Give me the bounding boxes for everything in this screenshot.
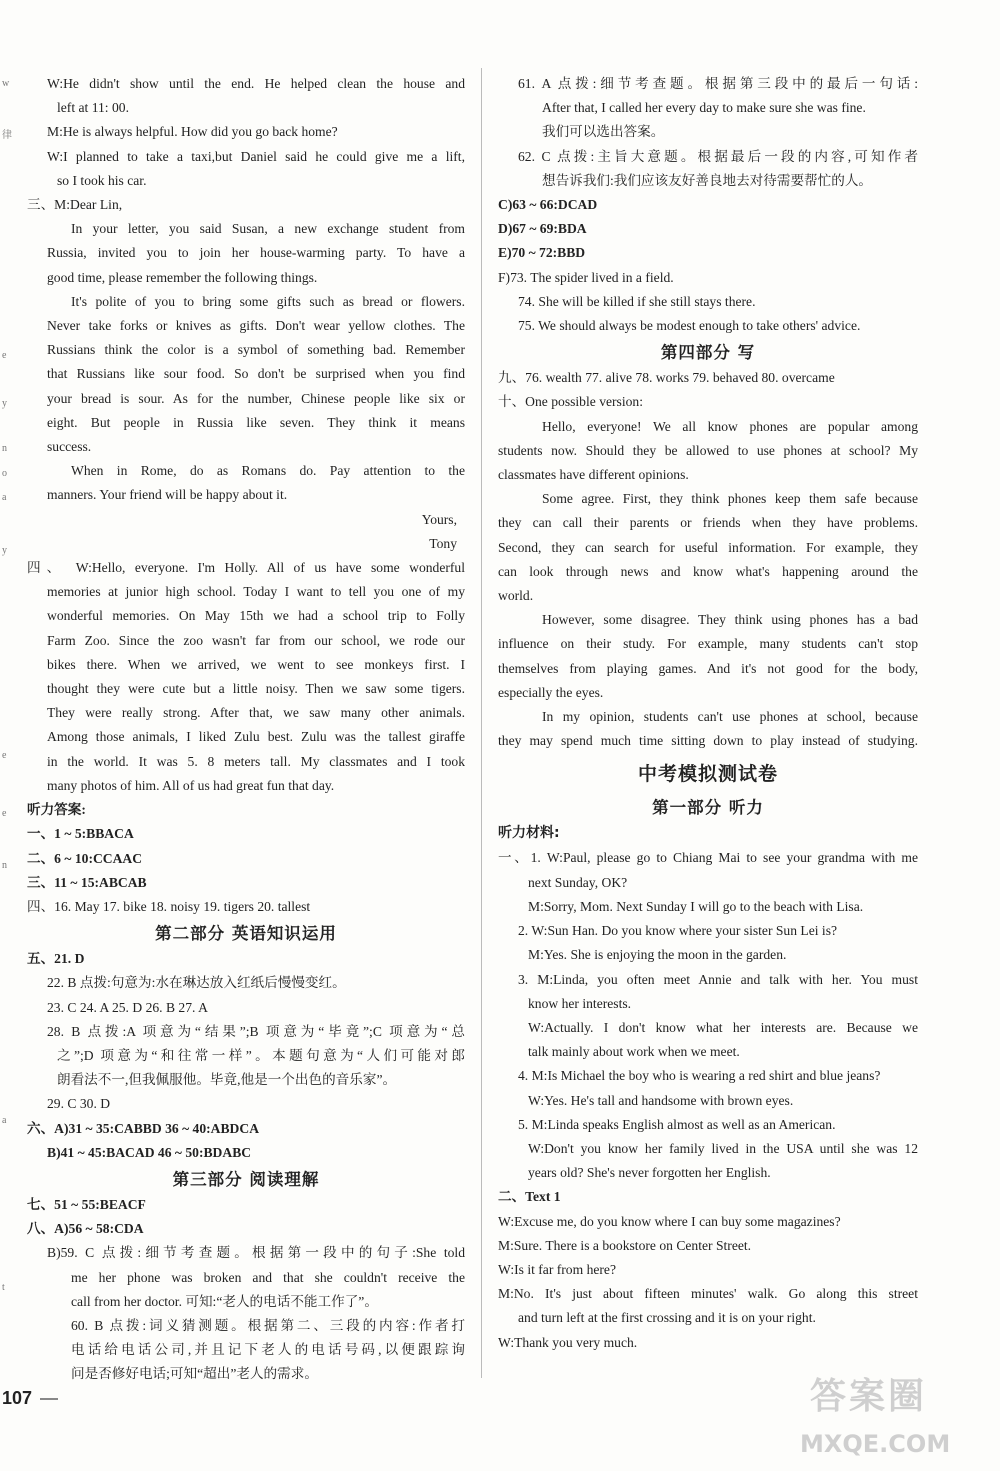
- page-number-rule: [40, 1398, 58, 1400]
- right-column-line: 中考模拟测试卷: [637, 763, 778, 786]
- right-column-line: and turn left at the first crossing and it is on your right.: [518, 1310, 816, 1326]
- right-column-line: 九、76. wealth 77. alive 78. works 79. behaved 80. overcame: [498, 370, 835, 386]
- right-column-line: 62. C 点拨:主旨大意题。根据最后一段的内容,可知作者: [518, 148, 918, 164]
- left-column: [27, 72, 465, 1387]
- right-column-line: influence on their study. For example, many students can't stop: [498, 636, 918, 652]
- left-column-line: 八、A)56 ~ 58:CDA: [27, 1221, 144, 1237]
- right-column-line: Hello, everyone! We all know phones are popular among: [542, 418, 918, 434]
- left-column-line: memories at junior high school. Today I want to tell you one of my: [47, 584, 465, 600]
- left-column-line: They were really strong. After that, we saw many other animals.: [47, 705, 465, 721]
- left-column-line: W:I planned to take a taxi,but Daniel said he could give me a lift,: [47, 148, 465, 164]
- right-column-line: W:Yes. He's tall and handsome with brown eyes.: [528, 1092, 794, 1108]
- watermark-logo: 答案圈: [810, 1376, 928, 1417]
- margin-letter: e: [2, 808, 7, 819]
- right-column-line: After that, I called her every day to make sure she was fine.: [542, 100, 866, 116]
- right-column-line: E)70 ~ 72:BBD: [498, 245, 586, 261]
- left-column-line: 五、21. D: [27, 951, 85, 967]
- margin-letter: a: [2, 1115, 7, 1126]
- left-column-line: your bread is sour. As for the number, Chinese people like six or: [47, 390, 465, 406]
- left-column-line: 四、16. May 17. bike 18. noisy 19. tigers 20. tallest: [27, 898, 311, 914]
- left-column-line: success.: [47, 439, 92, 455]
- left-column-line: Russia, invited you to join her house-warming party. To have a: [47, 245, 465, 261]
- margin-letter: n: [2, 860, 7, 871]
- left-column-line: B)41 ~ 45:BACAD 46 ~ 50:BDABC: [47, 1144, 252, 1160]
- left-column-line: bikes there. When we arrived, we went to see monkeys first. I: [47, 656, 465, 672]
- left-column-line: eight. But people in Russia like seven. They think it means: [47, 414, 465, 430]
- right-column-line: W:Excuse me, do you know where I can buy some magazines?: [498, 1213, 841, 1229]
- left-column-line: 28. B 点拨:A 项意为“结果”;B 项意为“毕竟”;C 项意为“总: [47, 1023, 465, 1039]
- left-column-line: 29. C 30. D: [47, 1096, 111, 1112]
- left-column-line: 第二部分 英语知识运用: [155, 924, 337, 944]
- right-column-line: M:Yes. She is enjoying the moon in the garden.: [528, 947, 787, 963]
- left-column-line: 三、M:Dear Lin,: [27, 197, 123, 213]
- left-column-line: 二、6 ~ 10:CCAAC: [27, 850, 143, 866]
- watermark: [800, 1368, 985, 1463]
- right-column-line: C)63 ~ 66:DCAD: [498, 197, 598, 213]
- right-column-line: next Sunday, OK?: [528, 874, 628, 890]
- left-column-line: so I took his car.: [57, 172, 147, 188]
- right-column-line: they may spend much time sitting down to play instead of studying.: [498, 733, 918, 749]
- right-column-line: W:Actually. I don't know what her interests are. Because we: [528, 1019, 918, 1035]
- right-column-line: talk mainly about work when we meet.: [528, 1044, 740, 1060]
- left-column-line: 22. B 点拨:句意为:水在琳达放入红纸后慢慢变红。: [47, 975, 346, 991]
- right-column-line: classmates have different opinions.: [498, 467, 689, 483]
- left-column-line: 23. C 24. A 25. D 26. B 27. A: [47, 999, 208, 1015]
- left-column-line: good time, please remember the following things.: [47, 269, 318, 285]
- margin-letter: e: [2, 750, 7, 761]
- left-column-line: 朗看法不一,但我佩服他。毕竟,他是一个出色的音乐家”。: [57, 1072, 397, 1088]
- left-column-line: 四、 W:Hello, everyone. I'm Holly. All of us have some wonderful: [27, 560, 465, 576]
- left-column-line: that Russians like sour food. So don't be surprised when you find: [47, 366, 465, 382]
- right-column-line: can look through news and know what's happening around the: [498, 563, 918, 579]
- right-column-line: M:Sorry, Mom. Next Sunday I will go to the beach with Lisa.: [528, 898, 864, 914]
- margin-letter: w: [2, 78, 10, 89]
- right-column-line: 第一部分 听力: [652, 798, 764, 818]
- right-column-line: 75. We should always be modest enough to take others' advice.: [518, 318, 861, 334]
- right-column-line: 3. M:Linda, you often meet Annie and talk with her. You must: [518, 971, 918, 987]
- right-column-line: Some agree. First, they think phones keep them safe because: [542, 491, 918, 507]
- column-divider: [481, 68, 482, 1378]
- left-column-line: wonderful memories. On May 15th we had a school trip to Folly: [47, 608, 465, 624]
- left-column-line: 60. B 点拨:词义猜测题。根据第二、三段的内容:作者打: [71, 1317, 465, 1333]
- right-column-line: especially the eyes.: [498, 684, 604, 700]
- right-column-line: years old? She's never forgotten her English.: [528, 1165, 771, 1181]
- binding-margin-letters: [0, 60, 14, 1360]
- left-column-line: 之”;D 项意为“和往常一样”。本题句意为“人们可能对郎: [57, 1047, 465, 1063]
- right-column-line: 第四部分 写: [660, 343, 756, 363]
- right-column-line: F)73. The spider lived in a field.: [498, 269, 674, 285]
- left-column-line: Tony: [429, 535, 457, 551]
- watermark-url: MXQE.COM: [800, 1430, 951, 1458]
- left-column-line: 第三部分 阅读理解: [172, 1169, 320, 1189]
- left-column-line: Russians think the color is a symbol of something bad. Remember: [47, 342, 465, 358]
- margin-letter: a: [2, 492, 7, 503]
- left-column-line: 听力答案:: [27, 802, 86, 818]
- right-column-line: However, some disagree. They think using phones has a bad: [542, 612, 918, 628]
- left-column-line: call from her doctor. 可知:“老人的电话不能工作了”。: [71, 1293, 378, 1309]
- left-column-line: 三、11 ~ 15:ABCAB: [27, 874, 147, 890]
- left-column-line: in the world. It was 5. 8 meters tall. My classmates and I took: [47, 753, 465, 769]
- right-column-line: 74. She will be killed if she still stays there.: [518, 293, 756, 309]
- margin-letter: o: [2, 468, 7, 479]
- right-column-line: 想告诉我们:我们应该友好善良地去对待需要帮忙的人。: [542, 172, 873, 188]
- margin-letter: y: [2, 398, 7, 409]
- left-column-line: 一、1 ~ 5:BBACA: [27, 826, 134, 842]
- right-column-line: 5. M:Linda speaks English almost as well as an American.: [518, 1116, 836, 1132]
- right-column: [498, 72, 918, 1355]
- right-column-line: world.: [498, 588, 534, 604]
- right-column-line: themselves from playing games. And it's not good for the body,: [498, 660, 918, 676]
- left-column-line: 电话给电话公司,并且记下老人的电话号码,以便跟踪询: [71, 1342, 465, 1358]
- left-column-line: B)59. C 点拨:细节考查题。根据第一段中的句子:She told: [47, 1245, 465, 1261]
- right-column-line: In my opinion, students can't use phones at school, because: [542, 709, 918, 725]
- right-column-line: M:Sure. There is a bookstore on Center Street.: [498, 1237, 752, 1253]
- right-column-line: students now. Should they be allowed to use phones at school? My: [498, 442, 918, 458]
- margin-letter: n: [2, 443, 7, 454]
- right-column-line: Second, they can search for useful information. For example, they: [498, 539, 918, 555]
- margin-letter: e: [2, 350, 7, 361]
- left-column-line: 七、51 ~ 55:BEACF: [27, 1196, 146, 1212]
- left-column-line: M:He is always helpful. How did you go back home?: [47, 124, 338, 140]
- margin-letter: y: [2, 545, 7, 556]
- left-column-line: Among those animals, I liked Zulu best. Zulu was the tallest giraffe: [47, 729, 465, 745]
- right-column-line: W:Thank you very much.: [498, 1334, 638, 1350]
- left-column-line: Farm Zoo. Since the zoo wasn't far from our school, we rode our: [47, 632, 465, 648]
- left-column-line: When in Rome, do as Romans do. Pay attention to the: [71, 463, 465, 479]
- right-column-line: 一、1. W:Paul, please go to Chiang Mai to see your grandma with me: [498, 850, 918, 866]
- right-column-line: 61. A 点拨:细节考查题。根据第三段中的最后一句话:: [518, 76, 918, 91]
- left-column-line: W:He didn't show until the end. He helped clean the house and: [47, 76, 465, 91]
- right-column-line: D)67 ~ 69:BDA: [498, 221, 587, 237]
- left-column-line: thought they were cute but a little noisy. Then we saw some tigers.: [47, 681, 465, 697]
- page-number: 107: [2, 1388, 33, 1408]
- right-column-line: they can call their parents or friends when they have problems.: [498, 515, 918, 531]
- right-column-line: 4. M:Is Michael the boy who is wearing a red shirt and blue jeans?: [518, 1068, 881, 1084]
- left-column-line: It's polite of you to bring some gifts such as bread or flowers.: [71, 293, 465, 309]
- left-column-line: left at 11: 00.: [57, 100, 129, 116]
- left-column-line: 问是否修好电话;可知“超出”老人的需求。: [71, 1366, 318, 1382]
- right-column-line: 我们可以选出答案。: [542, 124, 665, 140]
- right-column-line: W:Don't you know her family lived in the USA until she was 12: [528, 1140, 918, 1156]
- left-column-line: In your letter, you said Susan, a new exchange student from: [71, 221, 465, 237]
- left-column-line: manners. Your friend will be happy about it.: [47, 487, 288, 503]
- right-column-line: 十、One possible version:: [498, 394, 643, 410]
- right-column-line: know her interests.: [528, 995, 632, 1011]
- right-column-line: 2. W:Sun Han. Do you know where your sister Sun Lei is?: [518, 923, 838, 939]
- right-column-line: 二、Text 1: [498, 1189, 561, 1205]
- margin-letter: 律: [2, 130, 12, 141]
- left-column-line: 六、A)31 ~ 35:CABBD 36 ~ 40:ABDCA: [27, 1120, 260, 1136]
- right-column-line: 听力材料:: [498, 825, 560, 842]
- right-column-line: M:No. It's just about fifteen minutes' walk. Go along this street: [498, 1286, 918, 1302]
- left-column-line: many photos of him. All of us had great fun that day.: [47, 777, 335, 793]
- margin-letter: t: [2, 1282, 5, 1293]
- right-column-line: W:Is it far from here?: [498, 1261, 617, 1277]
- left-column-line: me her phone was broken and that she couldn't receive the: [71, 1269, 465, 1285]
- left-column-line: Never take forks or knives as gifts. Don't wear yellow clothes. The: [47, 318, 465, 334]
- left-column-line: Yours,: [421, 511, 457, 527]
